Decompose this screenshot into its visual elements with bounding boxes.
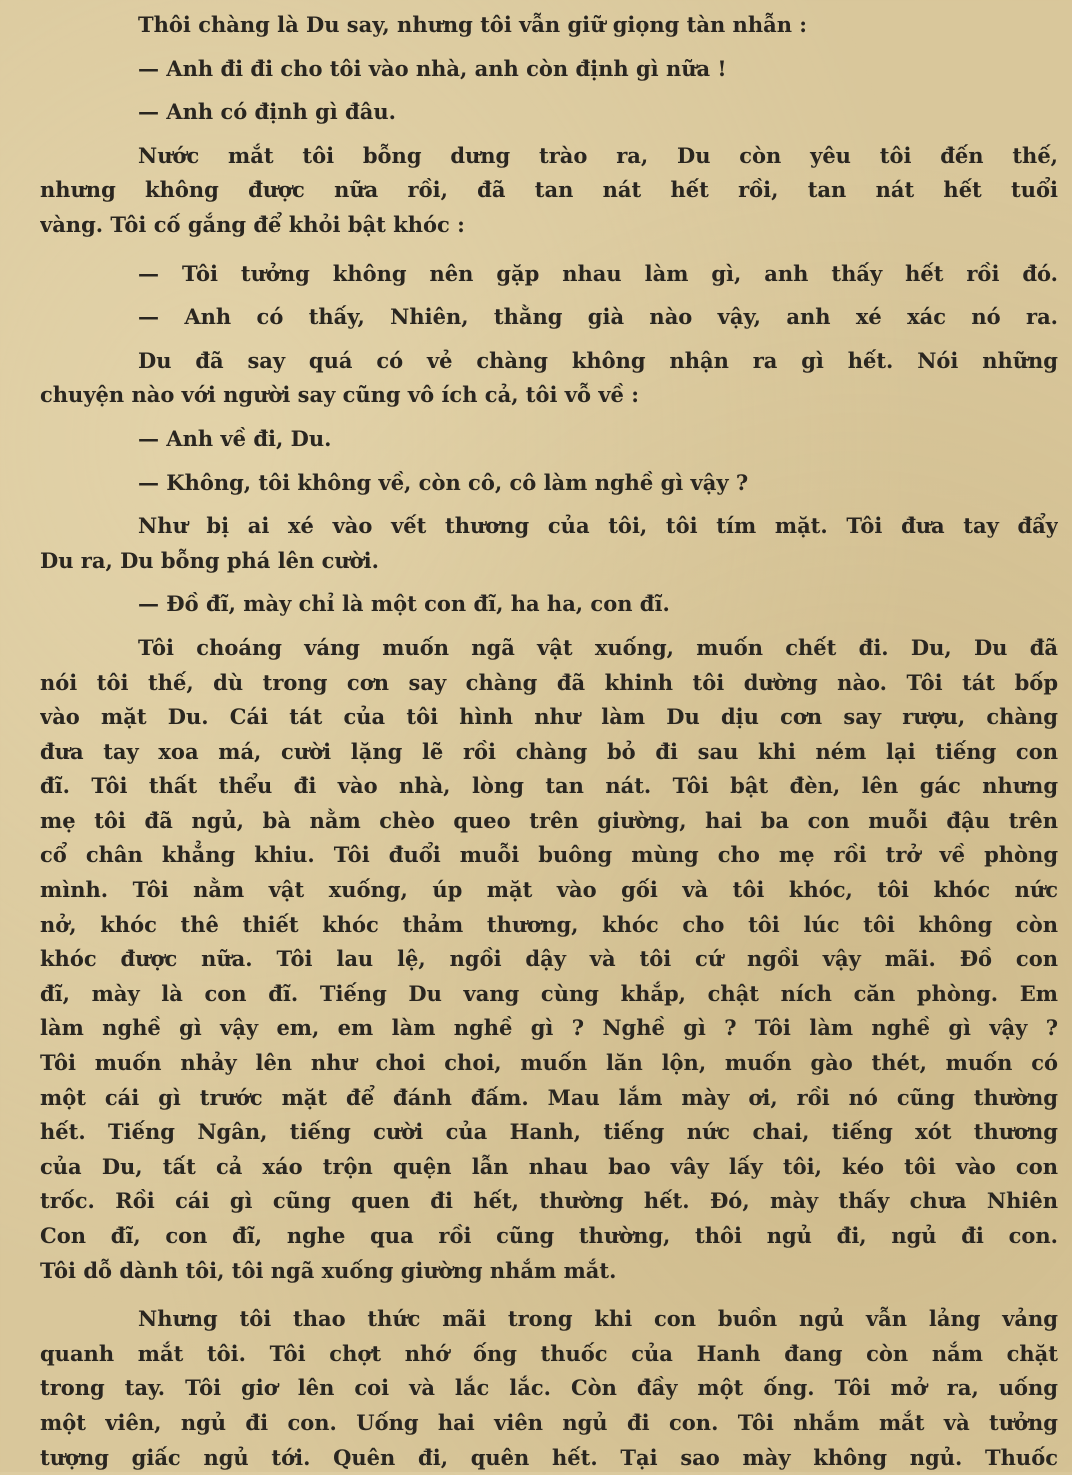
text-line: nói tôi thế, dù trong cơn say chàng đã khinh tôi dường nào. Tôi tát bốp — [40, 669, 1058, 695]
text-line: Nước mắt tôi bỗng dưng trào ra, Du còn yêu tôi đến thế, — [138, 142, 1058, 168]
text-line: Thôi chàng là Du say, nhưng tôi vẫn giữ giọng tàn nhẫn : — [138, 12, 808, 37]
text-line: chuyện nào với người say cũng vô ích cả, tôi vỗ về : — [40, 382, 639, 408]
text-line: — Không, tôi không về, còn cô, cô làm nghề gì vậy ? — [138, 469, 749, 495]
text-line: khóc được nữa. Tôi lau lệ, ngồi dậy và tôi cứ ngồi vậy mãi. Đồ con — [40, 946, 1058, 972]
text-line: Nhưng tôi thao thức mãi trong khi con buồn ngủ vẫn lảng vảng — [138, 1306, 1058, 1332]
text-line: Con đĩ, con đĩ, nghe qua rồi cũng thường, thôi ngủ đi, ngủ đi con. — [40, 1223, 1058, 1248]
text-line: Tôi dỗ dành tôi, tôi ngã xuống giường nhắm mắt. — [40, 1257, 617, 1283]
text-line: của Du, tất cả xáo trộn quện lẫn nhau bao vây lấy tôi, kéo tôi vào con — [40, 1153, 1058, 1179]
text-line: mình. Tôi nằm vật xuống, úp mặt vào gối và tôi khóc, tôi khóc nức — [40, 877, 1058, 903]
text-line: tượng giấc ngủ tới. Quên đi, quên hết. Tại sao mày không ngủ. Thuốc — [40, 1444, 1058, 1470]
text-line: — Anh về đi, Du. — [138, 425, 332, 451]
text-line: Du đã say quá có vẻ chàng không nhận ra gì hết. Nói những — [138, 347, 1058, 373]
text-line: cổ chân khẳng khiu. Tôi đuổi muỗi buông mùng cho mẹ rồi trở về phòng — [40, 842, 1058, 868]
text-line: hết. Tiếng Ngân, tiếng cười của Hanh, tiếng nức chai, tiếng xót thương — [40, 1119, 1058, 1145]
text-line: trốc. Rồi cái gì cũng quen đi hết, thường hết. Đó, mày thấy chưa Nhiên — [40, 1188, 1058, 1214]
text-line: vàng. Tôi cố gắng để khỏi bật khóc : — [40, 211, 465, 237]
text-line: một cái gì trước mặt để đánh đấm. Mau lắm mày ơi, rồi nó cũng thường — [40, 1084, 1058, 1110]
text-line: Tôi muốn nhảy lên như choi choi, muốn lăn lộn, muốn gào thét, muốn có — [40, 1050, 1058, 1076]
text-line: quanh mắt tôi. Tôi chợt nhớ ống thuốc của Hanh đang còn nắm chặt — [40, 1340, 1058, 1366]
text-line: đĩ, mày là con đĩ. Tiếng Du vang cùng khắp, chật ních căn phòng. Em — [40, 980, 1058, 1006]
text-line: Như bị ai xé vào vết thương của tôi, tôi tím mặt. Tôi đưa tay đẩy — [138, 513, 1058, 539]
text-line: mẹ tôi đã ngủ, bà nằm chèo queo trên giường, hai ba con muỗi đậu trên — [40, 807, 1058, 833]
text-line: — Đồ đĩ, mày chỉ là một con đĩ, ha ha, con đĩ. — [138, 591, 670, 617]
text-line: Du ra, Du bỗng phá lên cười. — [40, 547, 379, 573]
text-line: — Anh đi đi cho tôi vào nhà, anh còn định gì nữa ! — [138, 55, 727, 81]
text-line: — Anh có thấy, Nhiên, thằng già nào vậy, anh xé xác nó ra. — [138, 304, 1058, 330]
text-line: Tôi choáng váng muốn ngã vật xuống, muốn chết đi. Du, Du đã — [138, 634, 1058, 660]
text-line: làm nghề gì vậy em, em làm nghề gì ? Nghề gì ? Tôi làm nghề gì vậy ? — [40, 1015, 1058, 1041]
text-line: nở, khóc thê thiết khóc thảm thương, khóc cho tôi lúc tôi không còn — [40, 911, 1058, 937]
text-line: — Tôi tưởng không nên gặp nhau làm gì, anh thấy hết rồi đó. — [138, 260, 1058, 286]
text-line: đĩ. Tôi thất thểu đi vào nhà, lòng tan nát. Tôi bật đèn, lên gác nhưng — [40, 773, 1058, 799]
text-line: trong tay. Tôi giơ lên coi và lắc lắc. Còn đầy một ống. Tôi mở ra, uống — [40, 1375, 1058, 1401]
text-line: nhưng không được nữa rồi, đã tan nát hết rồi, tan nát hết tuổi — [40, 177, 1058, 203]
text-line: vào mặt Du. Cái tát của tôi hình như làm Du dịu cơn say rượu, chàng — [40, 704, 1058, 730]
text-line: — Anh có định gì đâu. — [138, 99, 396, 125]
text-line: đưa tay xoa má, cười lặng lẽ rồi chàng bỏ đi sau khi ném lại tiếng con — [40, 738, 1058, 764]
text-line: một viên, ngủ đi con. Uống hai viên ngủ đi con. Tôi nhắm mắt và tưởng — [40, 1409, 1058, 1435]
